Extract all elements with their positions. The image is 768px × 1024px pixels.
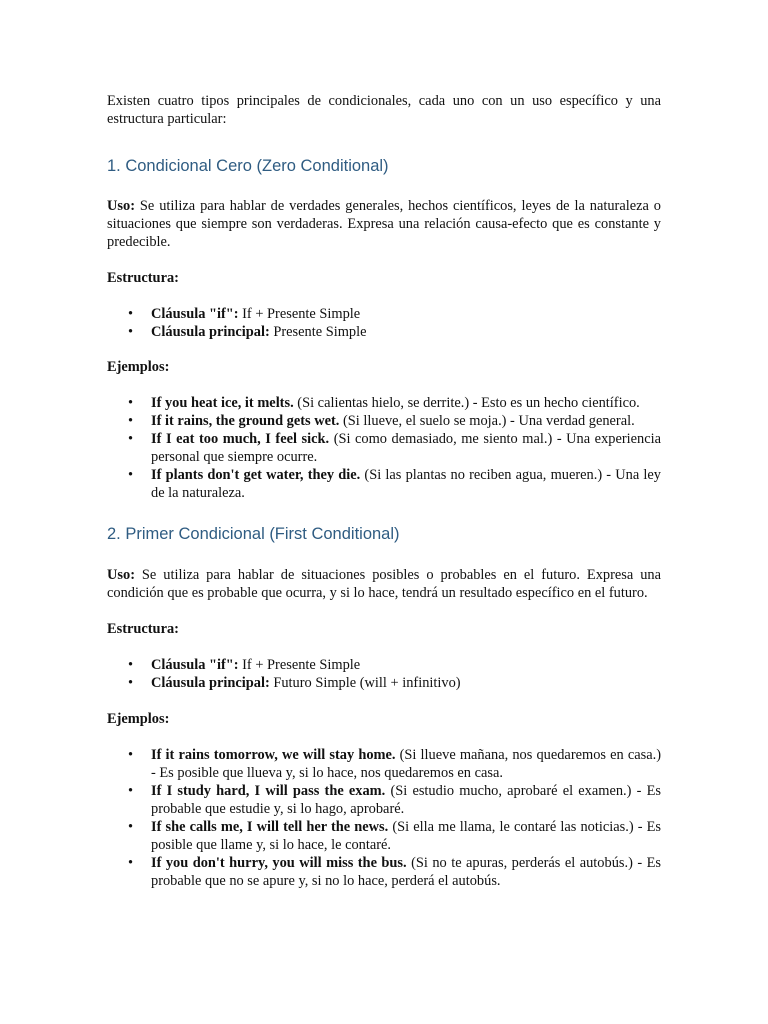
example-english: If she calls me, I will tell her the news. <box>151 819 389 835</box>
uso-label: Uso: <box>107 567 135 583</box>
uso-paragraph <box>107 566 661 602</box>
list-item <box>151 746 661 782</box>
list-item <box>151 323 661 341</box>
section-heading-zero-conditional: 1. Condicional Cero (Zero Conditional) <box>107 157 389 175</box>
ejemplos-heading: Ejemplos: <box>107 359 170 375</box>
example-explanation: (Si como demasiado, me siento mal.) - Una experiencia personal que siempre ocurre. <box>151 431 661 465</box>
ejemplos-heading: Ejemplos: <box>107 711 170 727</box>
section-heading-first-conditional: 2. Primer Condicional (First Conditional) <box>107 525 400 543</box>
example-explanation: (Si llueve mañana, nos quedaremos en casa.) - Es posible que llueva y, si lo hace, nos quedaremos en casa. <box>151 747 661 781</box>
list-item <box>151 674 661 692</box>
item-text: If + Presente Simple <box>238 657 361 673</box>
list-item <box>151 412 661 430</box>
example-english: If plants don't get water, they die. <box>151 467 361 483</box>
example-explanation: (Si las plantas no reciben agua, mueren.) - Una ley de la naturaleza. <box>151 467 662 501</box>
uso-paragraph <box>107 197 661 251</box>
example-english: If you don't hurry, you will miss the bus. <box>151 855 407 871</box>
example-explanation: (Si no te apuras, perderás el autobús.) - Es probable que no se apure y, si no lo hace, perderá el autobús. <box>151 855 661 889</box>
intro-paragraph: Existen cuatro tipos principales de condicionales, cada uno con un uso específico y una estructura particular: <box>107 93 661 127</box>
list-item <box>151 394 661 412</box>
item-text: If + Presente Simple <box>238 306 361 322</box>
uso-text: Se utiliza para hablar de situaciones posibles o probables en el futuro. Expresa una condición que es probable que ocurra, y si lo hace, tendrá un resultado específico en el futuro. <box>107 567 661 601</box>
example-explanation: (Si llueve, el suelo se moja.) - Una verdad general. <box>339 413 635 429</box>
list-item <box>151 430 661 466</box>
estructura-list <box>107 305 661 341</box>
list-item <box>151 854 661 890</box>
list-item <box>151 782 661 818</box>
example-explanation: (Si ella me llama, le contaré las noticias.) - Es posible que llame y, si lo hace, le contaré. <box>151 819 661 853</box>
list-item <box>151 656 661 674</box>
ejemplos-list <box>107 746 661 890</box>
item-label: Cláusula principal: <box>151 675 270 691</box>
example-explanation: (Si estudio mucho, aprobaré el examen.) - Es probable que estudie y, si lo hago, aprobaré. <box>151 783 661 817</box>
example-english: If it rains tomorrow, we will stay home. <box>151 747 396 763</box>
item-text: Futuro Simple (will + infinitivo) <box>269 675 461 691</box>
document-body <box>107 92 661 890</box>
list-item <box>151 305 661 323</box>
example-english: If I study hard, I will pass the exam. <box>151 783 386 799</box>
list-item <box>151 818 661 854</box>
item-text: Presente Simple <box>269 324 367 340</box>
list-item <box>151 466 661 502</box>
example-english: If you heat ice, it melts. <box>151 395 294 411</box>
item-label: Cláusula principal: <box>151 324 270 340</box>
uso-text: Se utiliza para hablar de verdades generales, hechos científicos, leyes de la naturaleza o situaciones que siempre son verdaderas. Expresa una relación causa-efecto que es constante y predecible. <box>107 198 661 250</box>
item-label: Cláusula "if": <box>151 657 239 673</box>
estructura-heading: Estructura: <box>107 270 179 286</box>
example-english: If I eat too much, I feel sick. <box>151 431 330 447</box>
estructura-list <box>107 656 661 692</box>
example-english: If it rains, the ground gets wet. <box>151 413 340 429</box>
estructura-heading: Estructura: <box>107 621 179 637</box>
ejemplos-list <box>107 394 661 502</box>
example-explanation: (Si calientas hielo, se derrite.) - Esto es un hecho científico. <box>293 395 640 411</box>
item-label: Cláusula "if": <box>151 306 239 322</box>
uso-label: Uso: <box>107 198 135 214</box>
